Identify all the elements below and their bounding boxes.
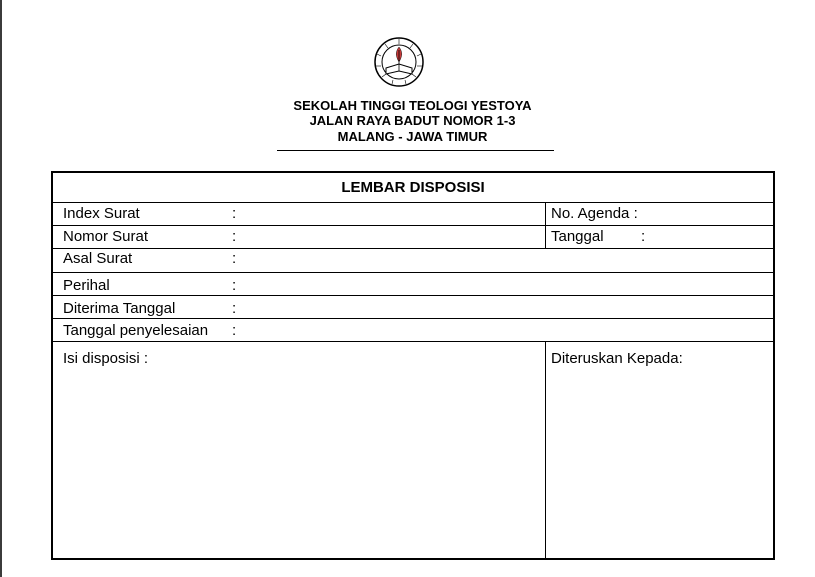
school-seal-logo	[365, 36, 433, 88]
perihal-label: Perihal	[63, 277, 110, 294]
tanggal-label: Tanggal	[551, 228, 604, 245]
nomor-surat-label: Nomor Surat	[63, 228, 149, 245]
header-divider	[277, 150, 554, 151]
row-divider	[53, 202, 773, 203]
school-address: JALAN RAYA BADUT NOMOR 1-3	[309, 113, 516, 128]
asal-surat-colon: :	[232, 250, 237, 267]
index-surat-colon: :	[232, 205, 237, 222]
nomor-surat-colon: :	[232, 228, 237, 245]
tanggal-penyelesaian-colon: :	[232, 322, 237, 339]
diterima-tanggal-label: Diterima Tanggal	[63, 300, 176, 317]
column-divider	[545, 202, 546, 248]
row-divider	[53, 341, 773, 342]
tanggal-colon: :	[641, 228, 646, 245]
disposition-form	[51, 171, 775, 560]
row-divider	[53, 248, 773, 249]
column-divider	[545, 341, 546, 558]
diterima-tanggal-colon: :	[232, 300, 237, 317]
asal-surat-label: Asal Surat	[63, 250, 133, 267]
school-name: SEKOLAH TINGGI TEOLOGI YESTOYA	[293, 98, 532, 113]
school-city: MALANG - JAWA TIMUR	[337, 129, 488, 144]
form-title: LEMBAR DISPOSISI	[341, 179, 485, 196]
page-left-border	[0, 0, 2, 577]
row-divider	[53, 225, 773, 226]
row-divider	[53, 272, 773, 273]
index-surat-label: Index Surat	[63, 205, 140, 222]
row-divider	[53, 295, 773, 296]
isi-disposisi-label: Isi disposisi :	[63, 350, 149, 367]
perihal-colon: :	[232, 277, 237, 294]
no-agenda-label: No. Agenda :	[551, 205, 638, 222]
tanggal-penyelesaian-label: Tanggal penyelesaian	[63, 322, 209, 339]
row-divider	[53, 318, 773, 319]
diteruskan-kepada-label: Diteruskan Kepada:	[551, 350, 683, 367]
